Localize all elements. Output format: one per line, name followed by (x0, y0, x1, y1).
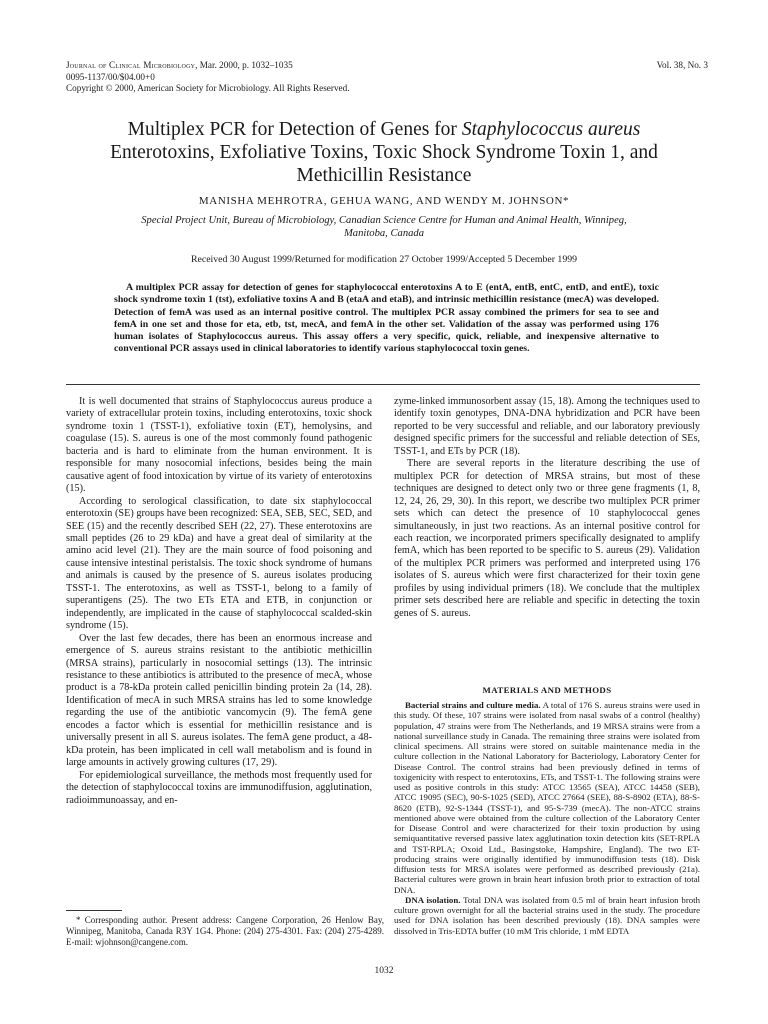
authors: MANISHA MEHROTRA, GEHUA WANG, AND WENDY M. JOHNSON* (198, 195, 570, 207)
run-in-heading: DNA isolation. (405, 894, 461, 905)
article-title (80, 118, 688, 187)
title-species: Staphylococcus aureus (461, 119, 641, 140)
issn: 0095-1137/00/$04.00+0 (66, 71, 155, 82)
run-in-heading: Bacterial strains and culture media. (405, 700, 541, 710)
journal-citation: , Mar. 2000, p. 1032–1035 (195, 60, 293, 70)
paragraph: It is well documented that strains of Staphylococcus aureus produce a variety of extracellular protein toxins, including enterotoxins, toxic shock syndrome toxin 1 (TSST-1), exfoliative toxin (ET), hemolysins, and coagulase (15). S. aureus is one of the most commonly found pathogenic bacteria and is hard to eliminate from the human environment. It is responsible for many nosocomial infections, besides being the main causative agent of food intoxication by virtue of its variety of enterotoxins (15). (66, 396, 372, 495)
affiliation: Special Project Unit, Bureau of Microbiology, Canadian Science Centre for Human and Animal Health, Winnipeg, Manitoba, Canada (141, 215, 627, 239)
paragraph: For epidemiological surveillance, the methods most frequently used for the detection of staphylococcal toxins are immunodiffusion, agglutination, radioimmunoassay, and en- (66, 769, 372, 806)
section-heading: MATERIALS AND METHODS (482, 685, 612, 695)
journal-header (66, 60, 350, 95)
left-column (66, 396, 372, 807)
title-part-1: Multiplex PCR for Detection of Genes for (127, 119, 462, 140)
received-dates: Received 30 August 1999/Returned for modification 27 October 1999/Accepted 5 December 1999 (190, 254, 578, 265)
abstract: A multiplex PCR assay for detection of genes for staphylococcal enterotoxins A to E (entA, entB, entC, entD, and entE), toxic shock syndrome toxin 1 (tst), exfoliative toxins A and B (etaA and etaB), and intrinsic methicillin resistance (mecA) was developed. Detection of femA was used as an internal positive control. The multiplex PCR assay combined the primers for sea to see and femA in one set and those for eta, etb, tst, mecA, and femA in the other set. Validation of the assay was performed using 176 human isolates of Staphylococcus aureus. This assay offers a very specific, quick, reliable, and inexpensive alternative to conventional PCR assays used in clinical laboratories to identify various staphylococcal toxin genes. (114, 282, 659, 355)
footnote-divider (66, 910, 122, 911)
paragraph: According to serological classification, to date six staphylococcal enterotoxin (SE) groups have been recognized: SEA, SEB, SEC, SED, and SEE (15) and the recently described SEH (22, 27). These enterotoxins are small peptides (26 to 29 kDa) and have a great deal of similarity at the amino acid level (21). They are the main source of food poisoning and cause intensive intestinal peristalsis. The toxic shock syndrome of humans and animals is caused by the presence of S. aureus isolates producing TSST-1. The enterotoxins, as well as TSST-1, belong to a family of superantigens (25). The two ETs ETA and ETB, in conjunction or independently, are implicated in the cause of staphylococcal scalded-skin syndrome (15). (66, 495, 372, 632)
methods-paragraph (394, 895, 700, 936)
volume-info: Vol. 38, No. 3 (656, 60, 708, 70)
methods-paragraph (394, 700, 700, 895)
paragraph: Over the last few decades, there has been an enormous increase and emergence of S. aureus strains resistant to the antibiotic methicillin (MRSA strains), particularly in nosocomial settings (13). The intrinsic resistance to these antibiotics is attributed to the presence of mecA, whose product is a 78-kDa protein called penicillin binding protein 2a (14, 28). Identification of mecA in such MRSA strains has led to some knowledge regarding the use of the antibiotic vancomycin (9). The femA gene encodes a factor which is essential for methicillin resistance and is universally present in all S. aureus isolates. The femA gene product, a 48-kDa protein, has been implicated in cell wall metabolism and is found in large amounts in actively growing cultures (17, 29). (66, 632, 372, 769)
methods-body: Total DNA was isolated from 0.5 ml of brain heart infusion broth culture grown overnight for all the bacterial strains used in the study. The procedure used for DNA isolation has been described previously (18). DNA samples were dissolved in Tris-EDTA buffer (10 mM Tris chloride, 1 mM EDTA (394, 894, 700, 936)
copyright: Copyright © 2000, American Society for Microbiology. All Rights Reserved. (66, 83, 350, 94)
footnote: * Corresponding author. Present address: Cangene Corporation, 26 Henlow Bay, Winnipeg, Manitoba, Canada R3Y 1G4. Phone: (204) 275-4301. Fax: (204) 275-4289. E-mail: wjohnson@cangene.com. (66, 915, 384, 948)
title-part-3: Enterotoxins, Exfoliative Toxins, Toxic Shock Syndrome Toxin 1, and Methicillin Resistance (110, 142, 658, 186)
methods-text (394, 700, 700, 936)
page-number: 1032 (374, 966, 394, 976)
methods-body: A total of 176 S. aureus strains were used in this study. Of these, 107 strains were isolated from nasal swabs of a control (healthy) population, 47 strains were from The Netherlands, and 19 MRSA strains were from a national surveillance study in Canada. The remaining three strains were isolated from clinical specimens. All strains were stored on suitable maintenance media in the culture collection in the National Laboratory for Bacteriology, Laboratory Center for Disease Control. The control strains had been previously defined in terms of toxigenicity with respect to enterotoxins, ETs, and TSST-1. The following strains were used as positive controls in this study: ATCC 13565 (SEA), ATCC 14458 (SEB), ATCC 19095 (SEC), 90-S-1025 (SED), ATCC 27664 (SEE), 88-S-8902 (ETA), 88-S-8620 (ETB), 92-S-1344 (TSST-1), and 95-S-739 (mecA). The non-ATCC strains mentioned above were obtained from the culture collection of the Laboratory Center for Disease Control and were characterized for their toxin production by using semiquantitative reversed passive latex agglutination toxin detection kits (SET-RPLA and TST-RPLA; Oxoid Ltd., Basingstoke, Hampshire, England). The two ET-producing strains were originally identified by immunodiffusion tests (18). Disk diffusion tests for MRSA isolates were performed as described previously (21a). Bacterial cultures were grown in brain heart infusion broth prior to extraction of total DNA. (394, 700, 700, 895)
right-column (394, 396, 700, 620)
section-divider (66, 384, 700, 385)
journal-name: Journal of Clinical Microbiology (66, 60, 196, 70)
paragraph: There are several reports in the literature describing the use of multiplex PCR for detection of MRSA strains, but most of these techniques are designed to detect only two or three gene fragments (1, 8, 12, 24, 26, 29, 30). In this report, we describe two multiplex PCR primer sets which can detect the presence of 10 staphylococcal genes simultaneously, in just two reactions. As an internal positive control for each reaction, we incorporated primers specifically designated to amplify femA, which has been reported to be specific to S. aureus (29). Validation of the multiplex PCR primers was performed and interpreted using 176 isolates of S. aureus which were first characterized for their toxin gene profiles by using individual primers (18). We conclude that the multiplex primer sets described here are reliable and specific in detecting the toxin genes of S. aureus. (394, 458, 700, 619)
paragraph: zyme-linked immunosorbent assay (15, 18). Among the techniques used to identify toxin genotypes, DNA-DNA hybridization and PCR have been reported to be very successful and reliable, and our laboratory previously designed specific primers for the successful and reliable detection of SEs, TSST-1, and ETs by PCR (18). (394, 396, 700, 457)
